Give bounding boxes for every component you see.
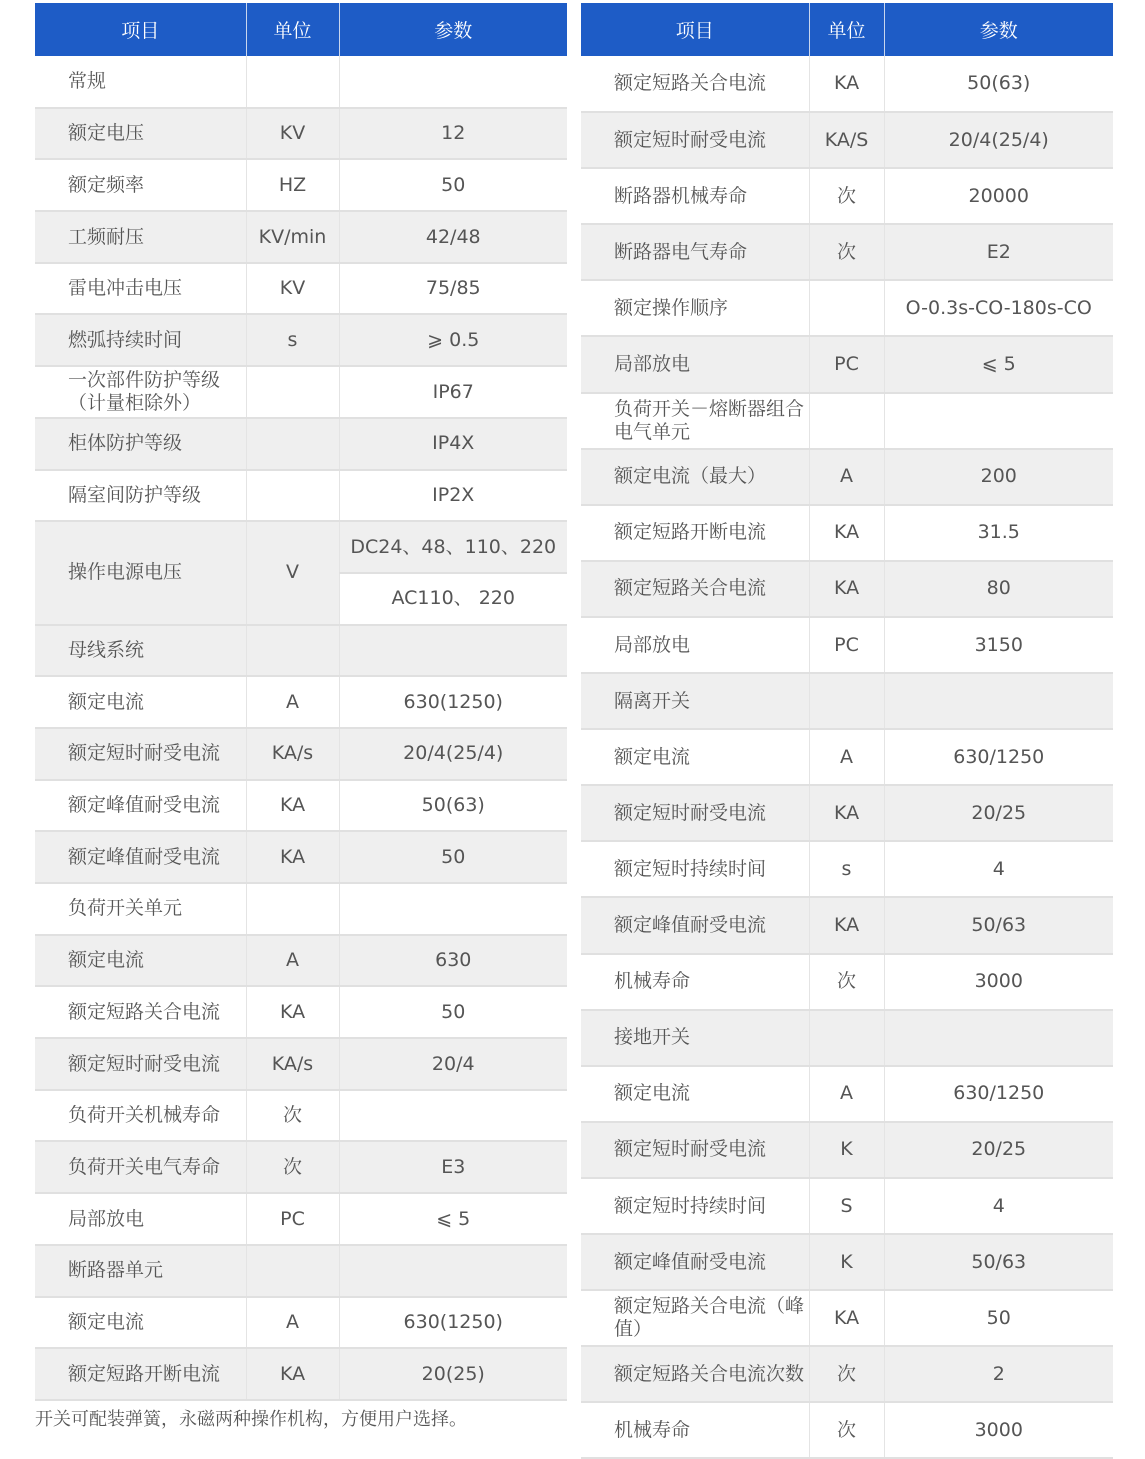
table-row: [581, 280, 1113, 336]
spec-table-right: [581, 3, 1113, 1459]
table-row: [35, 263, 567, 315]
item-cell: 额定短路关合电流次数: [581, 1346, 809, 1402]
value-cell: 3000: [884, 1402, 1113, 1458]
value-cell: [339, 883, 567, 935]
item-cell: 额定电流: [35, 1297, 246, 1349]
item-cell: 额定短路关合电流（峰值）: [581, 1290, 809, 1346]
value-cell: 31.5: [884, 505, 1113, 561]
unit-cell: A: [246, 935, 339, 987]
table-row: [35, 1090, 567, 1142]
table-row: [581, 561, 1113, 617]
unit-cell: KA/s: [246, 1038, 339, 1090]
value-cell: DC24、48、110、220: [339, 521, 567, 573]
value-cell: 50: [884, 1290, 1113, 1346]
unit-cell: PC: [809, 336, 884, 392]
table-row: [35, 211, 567, 263]
item-cell: 额定短时耐受电流: [581, 785, 809, 841]
item-cell: 局部放电: [35, 1193, 246, 1245]
value-cell: 42/48: [339, 211, 567, 263]
table-row: [35, 935, 567, 987]
unit-cell: [246, 625, 339, 677]
table-row: [581, 1234, 1113, 1290]
value-cell: 630: [339, 935, 567, 987]
value-cell: 50(63): [884, 56, 1113, 112]
value-cell: 200: [884, 449, 1113, 505]
unit-cell: 次: [809, 1346, 884, 1402]
value-cell: 20/4(25/4): [884, 112, 1113, 168]
table-row: [581, 336, 1113, 392]
table-row: [581, 1178, 1113, 1234]
value-cell: 20000: [884, 168, 1113, 224]
item-cell: 断路器电气寿命: [581, 224, 809, 280]
table-row: [35, 56, 567, 108]
item-cell: 额定短时耐受电流: [35, 1038, 246, 1090]
value-cell: [339, 56, 567, 108]
value-cell: AC110、 220: [339, 573, 567, 625]
unit-cell: 次: [809, 954, 884, 1010]
table-row: [35, 986, 567, 1038]
table-row: [581, 393, 1113, 449]
table-row: [35, 470, 567, 522]
table-row: [35, 1297, 567, 1349]
table-row: [581, 112, 1113, 168]
value-cell: 630(1250): [339, 1297, 567, 1349]
unit-cell: KA: [246, 986, 339, 1038]
unit-cell: 次: [809, 1402, 884, 1458]
value-cell: [884, 673, 1113, 729]
unit-cell: A: [809, 729, 884, 785]
value-cell: [339, 625, 567, 677]
unit-cell: KA: [246, 1348, 339, 1400]
value-cell: ⩽ 5: [884, 336, 1113, 392]
unit-cell: KV: [246, 108, 339, 160]
item-cell: 额定短时耐受电流: [581, 1122, 809, 1178]
table-header-row: [35, 3, 567, 56]
unit-cell: KA/S: [809, 112, 884, 168]
unit-cell: KA: [809, 56, 884, 112]
item-cell: 额定短路开断电流: [581, 505, 809, 561]
value-cell: 50: [339, 986, 567, 1038]
unit-cell: A: [246, 1297, 339, 1349]
table-row: [581, 729, 1113, 785]
unit-cell: K: [809, 1234, 884, 1290]
value-cell: IP67: [339, 366, 567, 418]
value-cell: [884, 1010, 1113, 1066]
column-header-value: 参数: [884, 3, 1113, 56]
item-cell: 额定电流（最大）: [581, 449, 809, 505]
table-row: [581, 1010, 1113, 1066]
item-cell: 常规: [35, 56, 246, 108]
value-cell: 630(1250): [339, 676, 567, 728]
unit-cell: KA: [809, 1290, 884, 1346]
table-row: [35, 883, 567, 935]
table-row: [581, 897, 1113, 953]
item-cell: 局部放电: [581, 617, 809, 673]
value-cell: 50: [339, 831, 567, 883]
table-row: [35, 1193, 567, 1245]
table-row: [35, 780, 567, 832]
unit-cell: [809, 673, 884, 729]
table-row: [581, 1122, 1113, 1178]
item-cell: 额定短时持续时间: [581, 841, 809, 897]
item-cell: 工频耐压: [35, 211, 246, 263]
item-cell: 局部放电: [581, 336, 809, 392]
value-cell: 630/1250: [884, 1066, 1113, 1122]
item-cell: 负荷开关电气寿命: [35, 1141, 246, 1193]
value-cell: 50/63: [884, 897, 1113, 953]
table-row: [35, 1141, 567, 1193]
item-cell: 操作电源电压: [35, 521, 246, 624]
item-cell: 额定频率: [35, 159, 246, 211]
value-cell: IP4X: [339, 418, 567, 470]
unit-cell: 次: [809, 224, 884, 280]
item-cell: 额定峰值耐受电流: [35, 831, 246, 883]
item-cell: 额定短时持续时间: [581, 1178, 809, 1234]
unit-cell: KA: [246, 780, 339, 832]
unit-cell: KV: [246, 263, 339, 315]
unit-cell: [809, 393, 884, 449]
item-cell: 额定电流: [581, 729, 809, 785]
unit-cell: [246, 1245, 339, 1297]
unit-cell: [246, 366, 339, 418]
item-cell: 燃弧持续时间: [35, 314, 246, 366]
item-cell: 隔离开关: [581, 673, 809, 729]
unit-cell: [809, 1010, 884, 1066]
unit-cell: [246, 470, 339, 522]
item-cell: 额定短路关合电流: [581, 56, 809, 112]
unit-cell: [246, 418, 339, 470]
value-cell: 20/25: [884, 1122, 1113, 1178]
item-cell: 接地开关: [581, 1010, 809, 1066]
value-cell: 50(63): [339, 780, 567, 832]
unit-cell: HZ: [246, 159, 339, 211]
value-cell: [339, 1245, 567, 1297]
item-cell: 柜体防护等级: [35, 418, 246, 470]
item-cell: 额定短时耐受电流: [581, 112, 809, 168]
table-row: [35, 1038, 567, 1090]
table-row: [581, 449, 1113, 505]
unit-cell: [246, 56, 339, 108]
unit-cell: KV/min: [246, 211, 339, 263]
table-row: [581, 1402, 1113, 1458]
table-row: [581, 1346, 1113, 1402]
value-cell: 3000: [884, 954, 1113, 1010]
column-header-unit: 单位: [246, 3, 339, 56]
column-header-value: 参数: [339, 3, 567, 56]
item-cell: 负荷开关单元: [35, 883, 246, 935]
value-cell: 4: [884, 1178, 1113, 1234]
item-cell: 机械寿命: [581, 1402, 809, 1458]
item-cell: 雷电冲击电压: [35, 263, 246, 315]
unit-cell: KA: [809, 785, 884, 841]
value-cell: E3: [339, 1141, 567, 1193]
table-row: [581, 617, 1113, 673]
unit-cell: V: [246, 521, 339, 624]
table-row: [581, 785, 1113, 841]
unit-cell: K: [809, 1122, 884, 1178]
value-cell: O-0.3s-CO-180s-CO: [884, 280, 1113, 336]
table-header-row: [581, 3, 1113, 56]
unit-cell: [246, 883, 339, 935]
table-row: [581, 954, 1113, 1010]
unit-cell: PC: [809, 617, 884, 673]
item-cell: 负荷开关机械寿命: [35, 1090, 246, 1142]
table-row: [35, 1348, 567, 1400]
unit-cell: A: [246, 676, 339, 728]
unit-cell: KA: [246, 831, 339, 883]
table-row: [581, 841, 1113, 897]
table-row: [35, 676, 567, 728]
item-cell: 额定电压: [35, 108, 246, 160]
table-row: [35, 159, 567, 211]
table-row: [581, 168, 1113, 224]
item-cell: 额定电流: [35, 676, 246, 728]
item-cell: 额定短路关合电流: [581, 561, 809, 617]
unit-cell: PC: [246, 1193, 339, 1245]
item-cell: 额定峰值耐受电流: [35, 780, 246, 832]
table-row: [35, 625, 567, 677]
table-row: [581, 1066, 1113, 1122]
value-cell: 2: [884, 1346, 1113, 1402]
unit-cell: KA: [809, 897, 884, 953]
item-cell: 母线系统: [35, 625, 246, 677]
value-cell: 80: [884, 561, 1113, 617]
column-header-item: 项目: [35, 3, 246, 56]
item-cell: 额定操作顺序: [581, 280, 809, 336]
item-cell: 额定电流: [581, 1066, 809, 1122]
item-cell: 额定峰值耐受电流: [581, 897, 809, 953]
value-cell: 20/4(25/4): [339, 728, 567, 780]
item-cell: 隔室间防护等级: [35, 470, 246, 522]
value-cell: 12: [339, 108, 567, 160]
item-cell: 负荷开关－熔断器组合电气单元: [581, 393, 809, 449]
table-row: [35, 366, 567, 418]
column-header-unit: 单位: [809, 3, 884, 56]
column-header-item: 项目: [581, 3, 809, 56]
table-row: [35, 728, 567, 780]
item-cell: 断路器机械寿命: [581, 168, 809, 224]
value-cell: 3150: [884, 617, 1113, 673]
table-row: [581, 56, 1113, 112]
unit-cell: KA/s: [246, 728, 339, 780]
table-row: [581, 505, 1113, 561]
value-cell: 4: [884, 841, 1113, 897]
value-cell: 20/25: [884, 785, 1113, 841]
unit-cell: 次: [246, 1090, 339, 1142]
value-cell: 50/63: [884, 1234, 1113, 1290]
table-row: [35, 314, 567, 366]
value-cell: [339, 1090, 567, 1142]
table-row: [35, 418, 567, 470]
value-cell: 630/1250: [884, 729, 1113, 785]
value-cell: [884, 393, 1113, 449]
unit-cell: KA: [809, 561, 884, 617]
item-cell: 额定电流: [35, 935, 246, 987]
table-row: [35, 108, 567, 160]
spec-table-left: [35, 3, 567, 1401]
item-cell: 额定短时耐受电流: [35, 728, 246, 780]
item-cell: 机械寿命: [581, 954, 809, 1010]
unit-cell: s: [246, 314, 339, 366]
item-cell: 断路器单元: [35, 1245, 246, 1297]
table-row: [581, 1290, 1113, 1346]
unit-cell: KA: [809, 505, 884, 561]
value-cell: E2: [884, 224, 1113, 280]
table-row: [581, 673, 1113, 729]
table-row: [35, 521, 567, 573]
value-cell: 75/85: [339, 263, 567, 315]
unit-cell: s: [809, 841, 884, 897]
value-cell: 20(25): [339, 1348, 567, 1400]
unit-cell: [809, 280, 884, 336]
value-cell: ⩾ 0.5: [339, 314, 567, 366]
unit-cell: 次: [809, 168, 884, 224]
unit-cell: 次: [246, 1141, 339, 1193]
unit-cell: A: [809, 1066, 884, 1122]
value-cell: 20/4: [339, 1038, 567, 1090]
item-cell: 额定峰值耐受电流: [581, 1234, 809, 1290]
table-row: [581, 224, 1113, 280]
item-cell: 额定短路开断电流: [35, 1348, 246, 1400]
footnote: 开关可配装弹簧，永磁两种操作机构，方便用户选择。: [35, 1409, 467, 1430]
table-row: [35, 831, 567, 883]
table-row: [35, 1245, 567, 1297]
unit-cell: S: [809, 1178, 884, 1234]
unit-cell: A: [809, 449, 884, 505]
value-cell: 50: [339, 159, 567, 211]
value-cell: IP2X: [339, 470, 567, 522]
value-cell: ⩽ 5: [339, 1193, 567, 1245]
item-cell: 额定短路关合电流: [35, 986, 246, 1038]
item-cell: 一次部件防护等级（计量柜除外）: [35, 366, 246, 418]
